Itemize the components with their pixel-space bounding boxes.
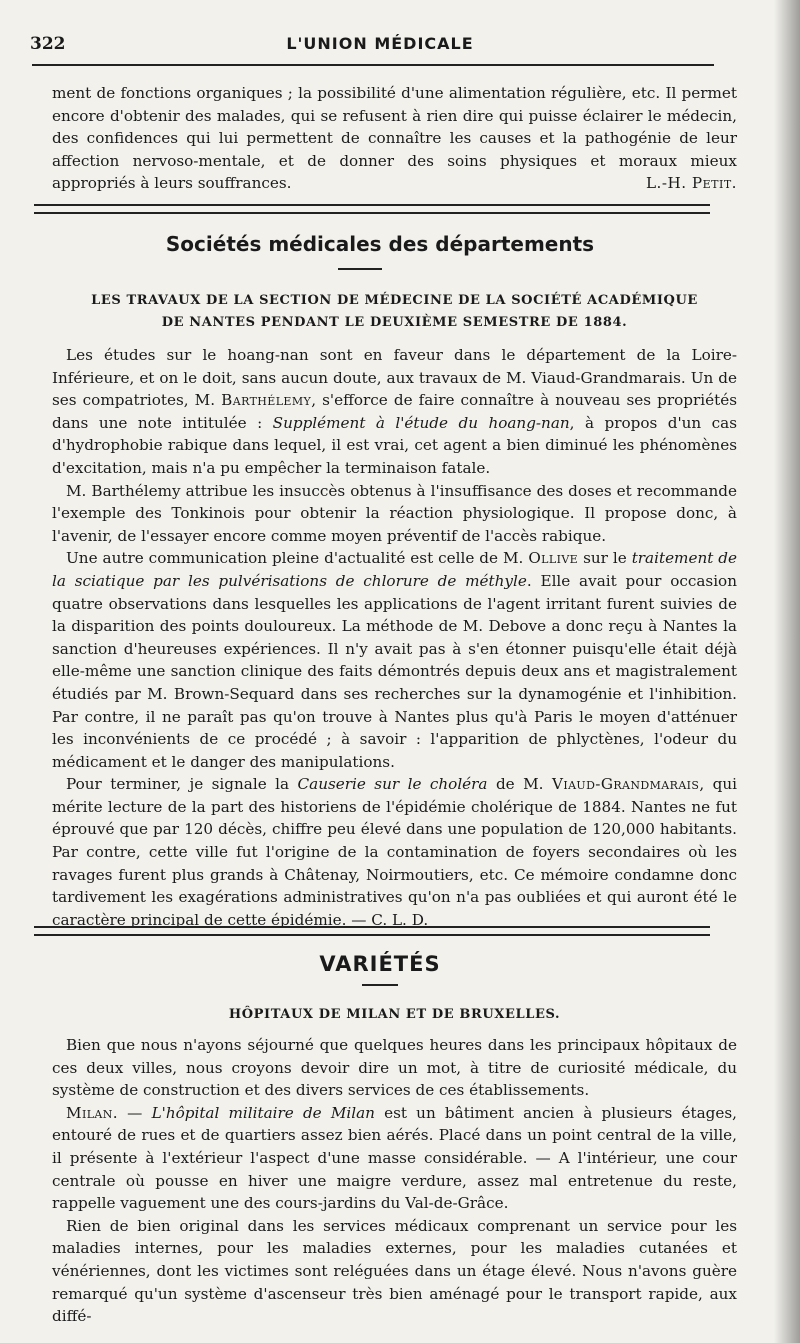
societes-subtitle bbox=[52, 290, 737, 334]
p1-text-c: , à propos d'un cas d'hydrophobie rabique dans lequel, il est vrai, cet agent a bien diminué les phénomènes d'excitation, mais n'a pu empêcher la terminaison fatale. bbox=[52, 413, 737, 477]
societes-paragraph-3 bbox=[52, 547, 737, 773]
p4-italic-title: Causerie sur le choléra bbox=[297, 775, 488, 794]
societes-paragraph-2: M. Barthélemy attribue les insuccès obtenus à l'insuffisance des doses et recommande l'exemple des Tonkinois pour obtenir la réaction physiologique. Il propose donc, à l'avenir, de l'essayer encore comme moyen préventif de l'accès rabique. bbox=[52, 481, 737, 545]
page-edge-shadow bbox=[774, 0, 800, 1343]
varietes-paragraph-3: Rien de bien original dans les services médicaux comprenant un service pour les maladies internes, pour les maladies externes, pour les maladies cutanées et vénériennes, dont les victimes sont reléguées dans un étage élevé. Nous n'avons guère remarqué qu'un système d'ascenseur très bien aménagé pour le transport rapide, aux diffé- bbox=[52, 1216, 737, 1326]
societes-paragraph-4 bbox=[52, 773, 737, 931]
running-head bbox=[30, 34, 730, 58]
varietes-body bbox=[52, 1034, 737, 1328]
p2-text-b: est un bâtiment ancien à plusieurs étages, entouré de rues et de quartiers assez bien aérés. Placé dans un point central de la ville, il présente à l'extérieur l'aspect d'une masse considérable. — A l'intérieur, une cour centrale où pousse en hiver une maigre verdure, assez mal entretenue du reste, rappelle vaguement une des cours-jardins du Val-de-Grâce. bbox=[52, 1103, 738, 1213]
section-divider-2 bbox=[34, 926, 710, 936]
p4-text-c: , qui mérite lecture de la part des historiens de l'épidémie cholérique de 1884. Nantes ne fut éprouvé que par 120 décès, chiffre peu élevé dans une population de 120,000 habitants. Par contre, cette ville fut l'origine de la contamination de foyers secondaires où les ravages furent plus grands à Châtenay, Noirmoutiers, etc. Ce mémoire condamne donc tardivement les exagérations administratives qu'on n'a pas oubliées et qui auront été le caractère principal de cette épidémie. — C. L. D. bbox=[52, 775, 737, 929]
p1-italic-title: Supplément à l'étude du hoang-nan bbox=[272, 413, 570, 432]
p4-author-name: Viaud-Grandmarais bbox=[551, 775, 700, 794]
p3-text-a: Une autre communication pleine d'actualité est celle de M. bbox=[66, 549, 529, 568]
p3-text-c: . Elle avait pour occasion quatre observations dans lesquelles les applications de l'agent irritant furent suivies de la disparition des points douloureux. La méthode de M. Debove a donc reçu à Nantes la sanction d'heureuses expériences. Il n'y avait pas à s'en étonner puisqu'elle était déjà elle-même une sanction clinique des faits démontrés depuis deux ans et magistralement étudiés par M. Brown-Sequard dans ses recherches sur la dynamogénie et l'inhibition. Par contre, il ne paraît pas qu'on trouve à Nantes plus qu'à Paris le moyen d'atténuer les inconvénients de ce procédé ; à savoir : l'apparition de phlyctènes, l'odeur du médicament et le danger des manipulations. bbox=[52, 571, 737, 771]
societes-subtitle-line1: LES TRAVAUX DE LA SECTION DE MÉDECINE DE LA SOCIÉTÉ ACADÉMIQUE bbox=[91, 293, 698, 308]
p4-text-b: de M. bbox=[487, 775, 552, 794]
societes-paragraph-1 bbox=[52, 344, 737, 480]
societes-title-rule bbox=[338, 268, 382, 270]
intro-paragraph bbox=[52, 82, 737, 195]
header-rule bbox=[32, 64, 714, 66]
p2-dash: — bbox=[118, 1103, 152, 1122]
section-divider-1 bbox=[34, 204, 710, 214]
intro-text: ment de fonctions organiques ; la possibilité d'une alimentation régulière, etc. Il permet encore d'obtenir des malades, qui se refusent à rien dire qui puisse éclairer le médecin, des confidences qui lui permettent de connaître les causes et la pathogénie de leur affection nervoso-mentale, et de donner des soins physiques et moraux mieux appropriés à leurs souffrances. bbox=[52, 84, 737, 193]
p3-text-b: sur le bbox=[578, 549, 632, 568]
intro-signature: L.-H. Petit. bbox=[645, 174, 737, 193]
milan-label: Milan. bbox=[66, 1103, 118, 1122]
varietes-paragraph-2 bbox=[52, 1102, 737, 1215]
societes-subtitle-line2: DE NANTES PENDANT LE DEUXIÈME SEMESTRE DE 1884. bbox=[161, 315, 628, 330]
p4-text-a: Pour terminer, je signale la bbox=[66, 775, 298, 794]
societes-body bbox=[52, 344, 737, 931]
p3-author-name: Ollive bbox=[528, 549, 579, 568]
intro-block bbox=[52, 82, 737, 195]
varietes-paragraph-1: Bien que nous n'ayons séjourné que quelques heures dans les principaux hôpitaux de ces deux villes, nous croyons devoir dire un mot, à titre de curiosité médicale, du système de construction et des divers services de ces établissements. bbox=[52, 1036, 737, 1100]
p3-italic-title: traitement de la sciatique par les pulvérisations de chlorure de méthyle bbox=[52, 549, 738, 590]
p1-text-a: Les études sur le hoang-nan sont en faveur dans le département de la Loire-Inférieure, et on le doit, sans aucun doute, aux travaux de M. Viaud-Grandmarais. Un de ses compatriotes, M. bbox=[52, 346, 737, 410]
journal-title: L'UNION MÉDICALE bbox=[286, 34, 474, 53]
page-number: 322 bbox=[30, 34, 66, 54]
p1-text-b: , s'efforce de faire connaître à nouveau ses propriétés dans une note intitulée : bbox=[52, 391, 738, 432]
varietes-title-rule bbox=[362, 984, 398, 986]
societes-title: Sociétés médicales des départements bbox=[165, 232, 595, 256]
p1-author-name: Barthélemy bbox=[221, 391, 312, 410]
varietes-subtitle: HÔPITAUX DE MILAN ET DE BRUXELLES. bbox=[228, 1007, 561, 1022]
milan-italic-title: L'hôpital militaire de Milan bbox=[151, 1103, 375, 1122]
varietes-title: VARIÉTÉS bbox=[319, 952, 441, 976]
